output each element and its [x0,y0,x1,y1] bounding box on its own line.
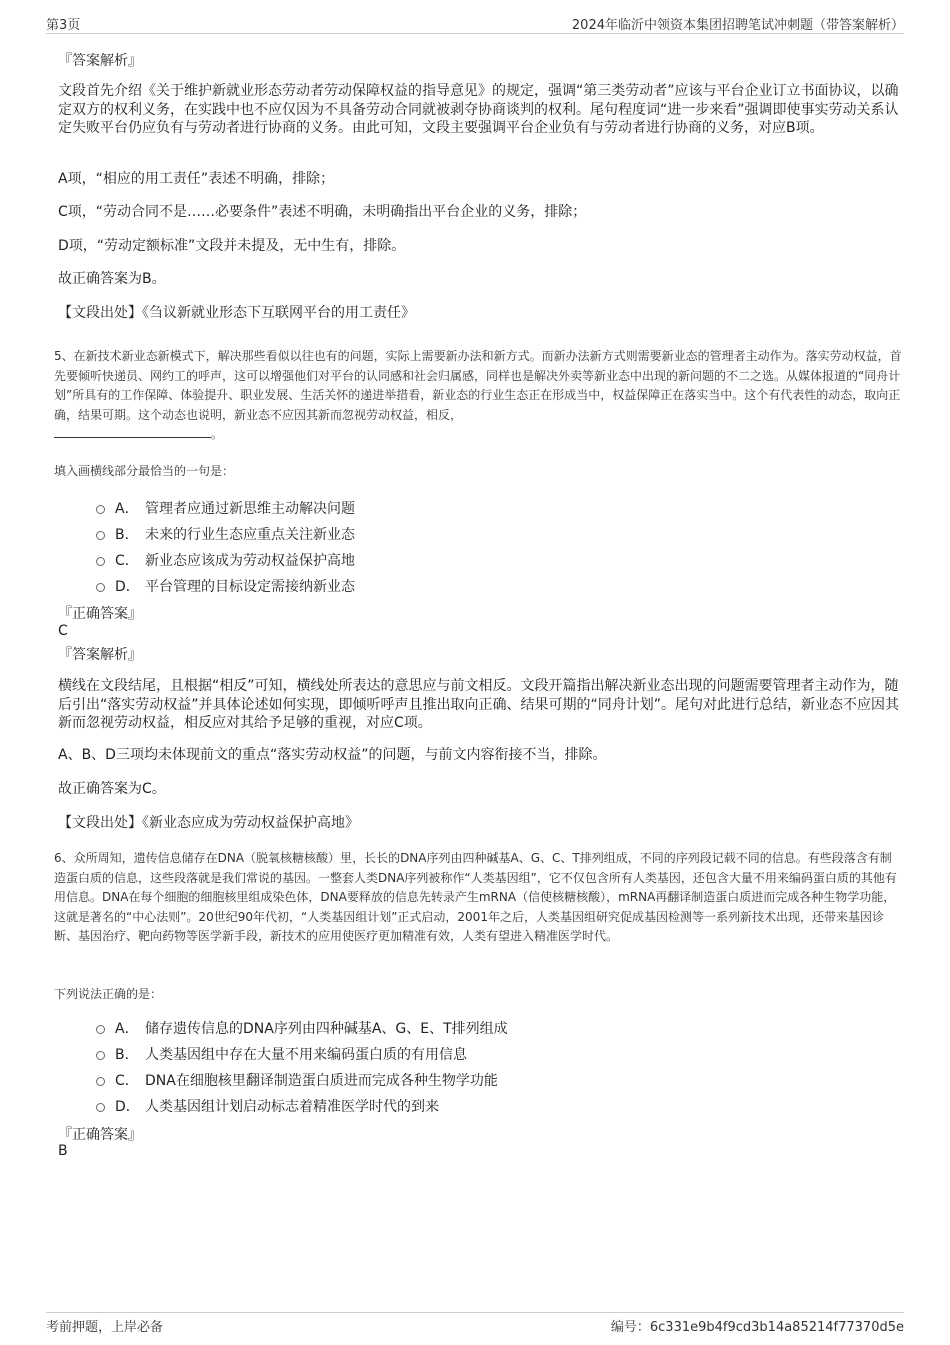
question-5-option-c[interactable]: C． 新业态应该成为劳动权益保护高地 [96,550,355,570]
radio-icon[interactable] [96,1103,105,1112]
page-footer [46,1312,904,1334]
analysis-source: 【文段出处】《刍议新就业形态下互联网平台的用工责任》 [58,305,415,321]
correct-answer-value: C [58,623,68,639]
radio-icon[interactable] [96,1077,105,1086]
analysis-label: 『答案解析』 [58,53,142,69]
question-5-source: 【文段出处】《新业态应成为劳动权益保护高地》 [58,815,359,831]
analysis-label: 『答案解析』 [58,647,142,663]
radio-icon[interactable] [96,583,105,592]
question-5-option-a[interactable]: A． 管理者应通过新思维主动解决问题 [96,498,355,518]
question-5-stem-text: 5、在新技术新业态新模式下，解决那些看似以往也有的问题，实际上需要新办法和新方式。而新办法新方式则需要新业态的管理者主动作为。落实劳动权益，首先要倾听快递员、网约工的呼声，这可以增强他们对平台的认同感和社会归属感，同样也是解决外卖等新业态中出现的新问题的不二之选。从媒体报道的“同舟计划”所具有的工作保障、体验提升、职业发展、生活关怀的递进举措看，新业态的行业生态正在形成当中，权益保障正在落实当中。这个有代表性的动态，取向正确，结果可期。这个动态也说明，新业态不应因其新而忽视劳动权益，相反， [54,349,902,422]
analysis-item-a: A项，“相应的用工责任”表述不明确，排除； [58,171,335,187]
analysis-conclusion: 故正确答案为B。 [58,271,166,287]
question-5-exclusion: A、B、D三项均未体现前文的重点“落实劳动权益”的问题，与前文内容衔接不当，排除。 [58,747,607,763]
analysis-text: 文段首先介绍《关于维护新就业形态劳动者劳动保障权益的指导意见》的规定，强调“第三类劳动者”应该与平台企业订立书面协议，以确定双方的权利义务，在实践中也不应仅因为不具备劳动合同就被剥夺协商谈判的权利。尾句程度词“进一步来看”强调即使事实劳动关系认定失败平台仍应负有与劳动者进行协商的义务。由此可知，文段主要强调平台企业负有与劳动者进行协商的义务，对应B项。 [58,83,899,136]
radio-icon[interactable] [96,505,105,514]
radio-icon[interactable] [96,557,105,566]
question-5-stem-end: 。 [211,427,224,441]
question-5-conclusion: 故正确答案为C。 [58,781,166,797]
document-id: 编号：6c331e9b4f9cd3b14a85214f77370d5e [610,1320,904,1335]
question-6-prompt: 下列说法正确的是： [54,987,163,1001]
question-5-stem [54,347,902,445]
question-6-option-c[interactable]: C． DNA在细胞核里翻译制造蛋白质进而完成各种生物学功能 [96,1070,498,1090]
page-number: 第3页 [46,18,81,33]
question-5-option-d[interactable]: D． 平台管理的目标设定需接纳新业态 [96,576,355,596]
radio-icon[interactable] [96,1051,105,1060]
question-5-analysis-text: 横线在文段结尾，且根据“相反”可知，横线处所表达的意思应与前文相反。文段开篇指出解决新业态出现的问题需要管理者主动作为，随后引出“落实劳动权益”并具体论述如何实现，即倾听呼声且推出取向正确、结果可期的“同舟计划”。尾句对此进行总结，新业态不应因其新而忽视劳动权益，相反应对其给予足够的重视，对应C项。 [58,678,900,731]
correct-answer-label: 『正确答案』 [58,606,142,622]
question-6-stem: 6、众所周知，遗传信息储存在DNA（脱氧核糖核酸）里，长长的DNA序列由四种碱基A、G、C、T排列组成，不同的序列段记载不同的信息。有些段落含有制造蛋白质的信息，这些段落就是我们常说的基因。一整套人类DNA序列被称作“人类基因组”，它不仅包含所有人类基因，还包含大量不用来编码蛋白质的其他有用信息。DNA在每个细胞的细胞核里组成染色体，DNA要释放的信息先转录产生mRNA（信使核糖核酸），mRNA再翻译制造蛋白质进而完成各种生物学功能，这就是著名的“中心法则”。20世纪90年代初，“人类基因组计划”正式启动，2001年之后，人类基因组研究促成基因检测等一系列新技术出现，还带来基因诊断、基因治疗、靶向药物等医学新手段，新技术的应用使医疗更加精准有效，人类有望进入精准医学时代。 [54,851,897,943]
page-header [46,14,904,34]
question-6-option-d[interactable]: D． 人类基因组计划启动标志着精准医学时代的到来 [96,1096,439,1116]
question-6-option-b[interactable]: B． 人类基因组中存在大量不用来编码蛋白质的有用信息 [96,1044,467,1064]
document-title: 2024年临沂中领资本集团招聘笔试冲刺题（带答案解析） [571,18,904,33]
question-5-prompt: 填入画横线部分最恰当的一句是： [54,464,235,478]
correct-answer-label: 『正确答案』 [58,1127,142,1143]
question-5-option-b[interactable]: B． 未来的行业生态应重点关注新业态 [96,524,355,544]
analysis-item-c: C项，“劳动合同不是……必要条件”表述不明确，未明确指出平台企业的义务，排除； [58,204,587,220]
radio-icon[interactable] [96,1025,105,1034]
analysis-item-d: D项，“劳动定额标准”文段并未提及，无中生有，排除。 [58,238,406,254]
question-6-option-a[interactable]: A． 储存遗传信息的DNA序列由四种碱基A、G、E、T排列组成 [96,1018,508,1038]
correct-answer-value: B [58,1143,68,1159]
radio-icon[interactable] [96,531,105,540]
footer-slogan: 考前押题，上岸必备 [46,1320,164,1335]
fill-blank-line [54,426,211,438]
